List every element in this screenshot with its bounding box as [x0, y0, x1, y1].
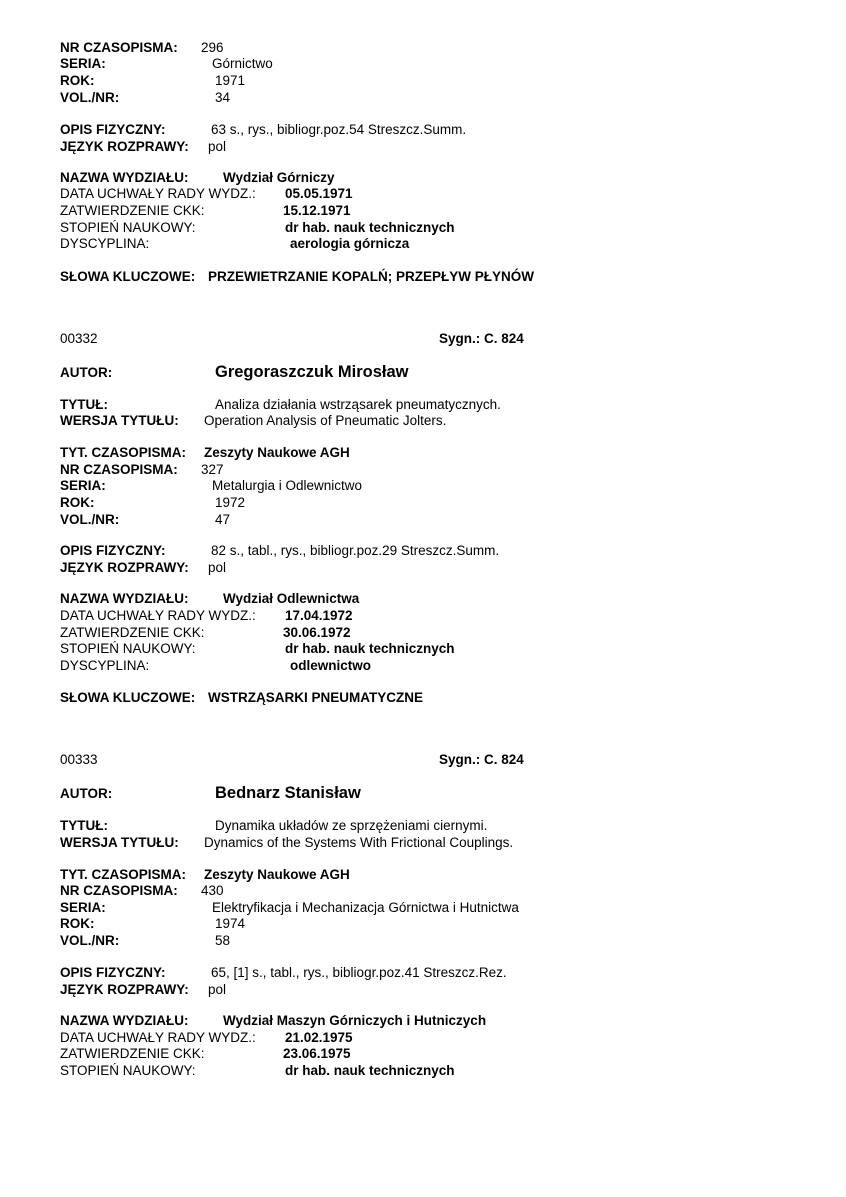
jezyk-rozprawy-label: JĘZYK ROZPRAWY: — [60, 560, 189, 575]
wersja-tytulu-value: Operation Analysis of Pneumatic Jolters. — [204, 413, 447, 428]
tytul-label: TYTUŁ: — [60, 818, 108, 833]
zatwierdzenie-ckk-label: ZATWIERDZENIE CKK: — [60, 625, 205, 640]
nazwa-wydzialu-label: NAZWA WYDZIAŁU: — [60, 591, 189, 606]
zatwierdzenie-ckk-label: ZATWIERDZENIE CKK: — [60, 1046, 205, 1061]
vol-nr-value: 47 — [215, 512, 231, 527]
tyt-czasopisma-value: Zeszyty Naukowe AGH — [204, 867, 350, 882]
stopien-naukowy-value: dr hab. nauk technicznych — [285, 1063, 455, 1078]
data-uchwaly-value: 05.05.1971 — [285, 186, 353, 201]
tytul-label: TYTUŁ: — [60, 397, 108, 412]
nr-czasopisma-value: 327 — [201, 462, 224, 477]
stopien-naukowy-label: STOPIEŃ NAUKOWY: — [60, 641, 196, 656]
nazwa-wydzialu-label: NAZWA WYDZIAŁU: — [60, 170, 189, 185]
wersja-tytulu-label: WERSJA TYTUŁU: — [60, 413, 179, 428]
vol-nr-value: 34 — [215, 90, 231, 105]
zatwierdzenie-ckk-value: 15.12.1971 — [283, 203, 351, 218]
sygnatura: Sygn.: C. 824 — [439, 752, 524, 767]
rok-label: ROK: — [60, 495, 95, 510]
vol-nr-label: VOL./NR: — [60, 90, 120, 105]
opis-fizyczny-label: OPIS FIZYCZNY: — [60, 543, 166, 558]
opis-fizyczny-label: OPIS FIZYCZNY: — [60, 122, 166, 137]
data-uchwaly-label: DATA UCHWAŁY RADY WYDZ.: — [60, 186, 256, 201]
stopien-naukowy-label: STOPIEŃ NAUKOWY: — [60, 220, 196, 235]
slowa-kluczowe-value: PRZEWIETRZANIE KOPALŃ; PRZEPŁYW PŁYNÓW — [208, 269, 534, 284]
nazwa-wydzialu-value: Wydział Maszyn Górniczych i Hutniczych — [223, 1013, 487, 1028]
dyscyplina-value: odlewnictwo — [290, 658, 371, 673]
rok-value: 1972 — [215, 495, 246, 510]
tytul-value: Dynamika układów ze sprzężeniami ciernymi. — [215, 818, 488, 833]
stopien-naukowy-value: dr hab. nauk technicznych — [285, 220, 455, 235]
nr-czasopisma-value: 296 — [201, 40, 224, 55]
stopien-naukowy-label: STOPIEŃ NAUKOWY: — [60, 1063, 196, 1078]
data-uchwaly-value: 21.02.1975 — [285, 1030, 353, 1045]
jezyk-rozprawy-value: pol — [208, 982, 227, 997]
wersja-tytulu-label: WERSJA TYTUŁU: — [60, 835, 179, 850]
nr-czasopisma-label: NR CZASOPISMA: — [60, 883, 178, 898]
slowa-kluczowe-label: SŁOWA KLUCZOWE: — [60, 690, 196, 705]
seria-label: SERIA: — [60, 478, 106, 493]
nr-czasopisma-label: NR CZASOPISMA: — [60, 40, 178, 55]
opis-fizyczny-value: 63 s., rys., bibliogr.poz.54 Streszcz.Summ. — [211, 122, 467, 137]
rok-value: 1971 — [215, 73, 246, 88]
sygnatura: Sygn.: C. 824 — [439, 331, 524, 346]
seria-label: SERIA: — [60, 56, 106, 71]
autor-label: AUTOR: — [60, 365, 113, 380]
vol-nr-value: 58 — [215, 933, 231, 948]
jezyk-rozprawy-label: JĘZYK ROZPRAWY: — [60, 982, 189, 997]
data-uchwaly-label: DATA UCHWAŁY RADY WYDZ.: — [60, 1030, 256, 1045]
rok-label: ROK: — [60, 916, 95, 931]
rok-value: 1974 — [215, 916, 246, 931]
slowa-kluczowe-label: SŁOWA KLUCZOWE: — [60, 269, 196, 284]
data-uchwaly-label: DATA UCHWAŁY RADY WYDZ.: — [60, 608, 256, 623]
jezyk-rozprawy-value: pol — [208, 560, 227, 575]
record-id: 00332 — [60, 331, 98, 346]
tytul-value: Analiza działania wstrząsarek pneumatycznych. — [215, 397, 501, 412]
autor-value: Bednarz Stanisław — [215, 784, 361, 802]
opis-fizyczny-label: OPIS FIZYCZNY: — [60, 965, 166, 980]
zatwierdzenie-ckk-label: ZATWIERDZENIE CKK: — [60, 203, 205, 218]
stopien-naukowy-value: dr hab. nauk technicznych — [285, 641, 455, 656]
tyt-czasopisma-value: Zeszyty Naukowe AGH — [204, 445, 350, 460]
nazwa-wydzialu-value: Wydział Górniczy — [223, 170, 335, 185]
seria-value: Górnictwo — [212, 56, 273, 71]
nazwa-wydzialu-value: Wydział Odlewnictwa — [223, 591, 360, 606]
autor-label: AUTOR: — [60, 786, 113, 801]
dyscyplina-label: DYSCYPLINA: — [60, 658, 150, 673]
data-uchwaly-value: 17.04.1972 — [285, 608, 353, 623]
nazwa-wydzialu-label: NAZWA WYDZIAŁU: — [60, 1013, 189, 1028]
seria-value: Metalurgia i Odlewnictwo — [212, 478, 363, 493]
vol-nr-label: VOL./NR: — [60, 512, 120, 527]
jezyk-rozprawy-value: pol — [208, 139, 227, 154]
zatwierdzenie-ckk-value: 30.06.1972 — [283, 625, 351, 640]
nr-czasopisma-value: 430 — [201, 883, 224, 898]
opis-fizyczny-value: 82 s., tabl., rys., bibliogr.poz.29 Streszcz.Summ. — [211, 543, 500, 558]
seria-label: SERIA: — [60, 900, 106, 915]
vol-nr-label: VOL./NR: — [60, 933, 120, 948]
tyt-czasopisma-label: TYT. CZASOPISMA: — [60, 445, 187, 460]
zatwierdzenie-ckk-value: 23.06.1975 — [283, 1046, 351, 1061]
tyt-czasopisma-label: TYT. CZASOPISMA: — [60, 867, 187, 882]
seria-value: Elektryfikacja i Mechanizacja Górnictwa i Hutnictwa — [212, 900, 519, 915]
opis-fizyczny-value: 65, [1] s., tabl., rys., bibliogr.poz.41 Streszcz.Rez. — [211, 965, 507, 980]
jezyk-rozprawy-label: JĘZYK ROZPRAWY: — [60, 139, 189, 154]
autor-value: Gregoraszczuk Mirosław — [215, 363, 409, 381]
slowa-kluczowe-value: WSTRZĄSARKI PNEUMATYCZNE — [208, 690, 423, 705]
record-id: 00333 — [60, 752, 98, 767]
rok-label: ROK: — [60, 73, 95, 88]
dyscyplina-label: DYSCYPLINA: — [60, 236, 150, 251]
wersja-tytulu-value: Dynamics of the Systems With Frictional Couplings. — [204, 835, 514, 850]
nr-czasopisma-label: NR CZASOPISMA: — [60, 462, 178, 477]
dyscyplina-value: aerologia górnicza — [290, 236, 410, 251]
